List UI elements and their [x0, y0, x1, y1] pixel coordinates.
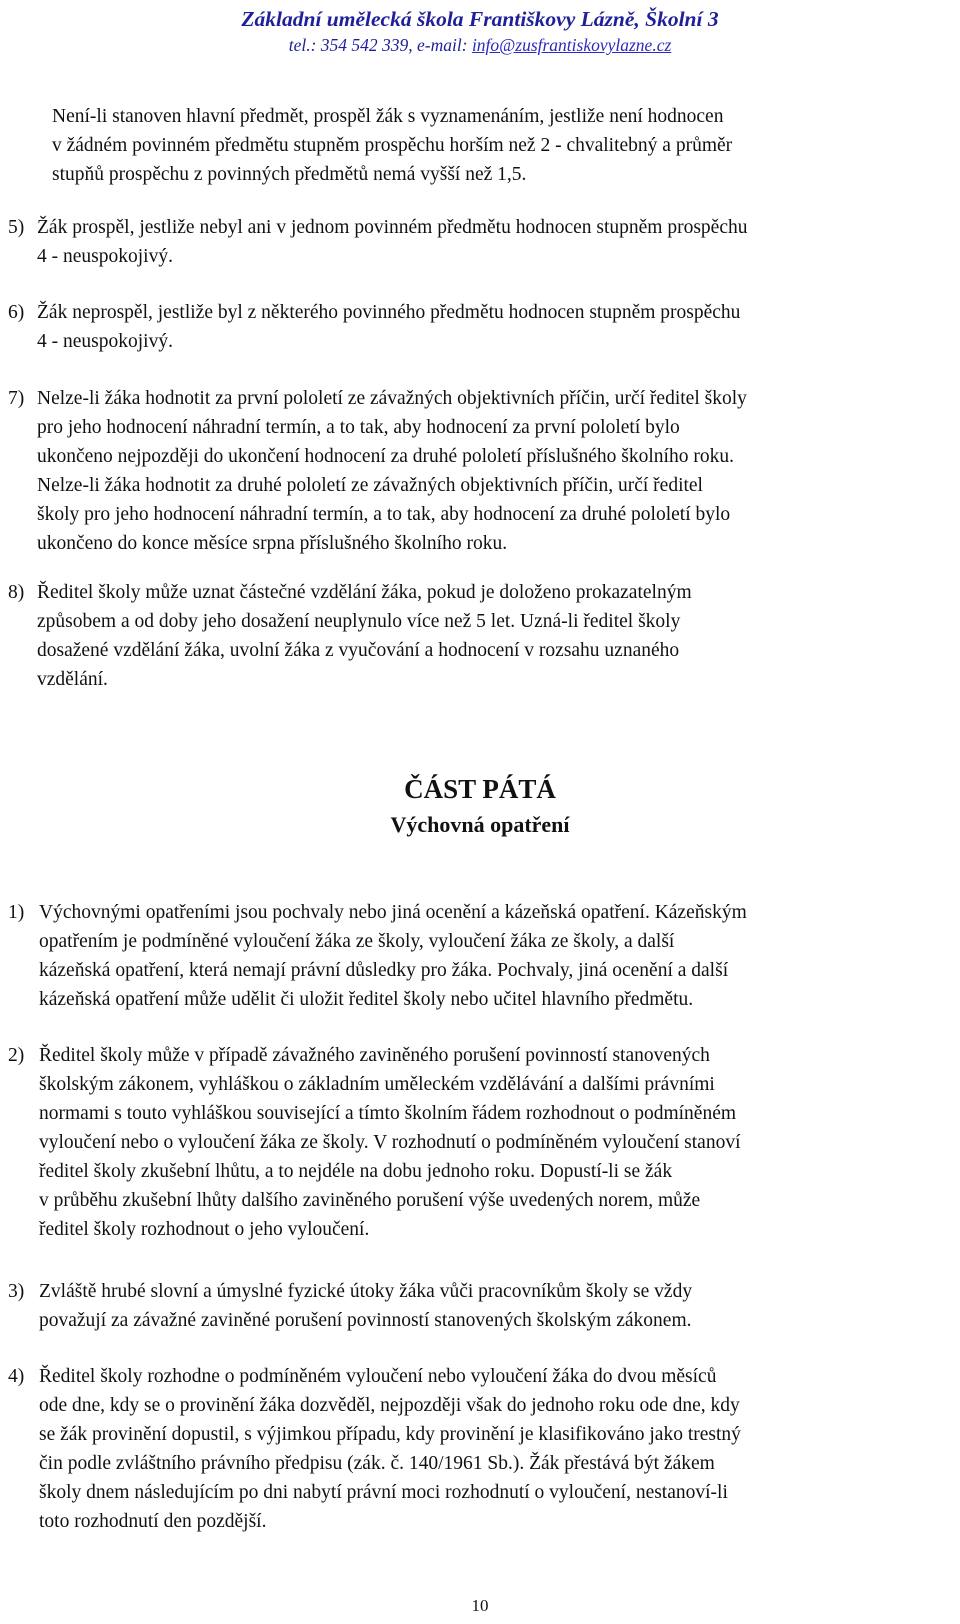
text-line: Ředitel školy rozhodne o podmíněném vyloučení nebo vyloučení žáka do dvou měsíců: [39, 1366, 717, 1387]
text-line: Není-li stanoven hlavní předmět, prospěl žák s vyznamenáním, jestliže není hodnocen: [52, 106, 724, 127]
text-line: normami s touto vyhláškou související a tímto školním řádem rozhodnout o podmíněném: [39, 1103, 737, 1124]
list-item: [37, 298, 740, 356]
text-line: čin podle zvláštního právního předpisu (zák. č. 140/1961 Sb.). Žák přestává být žákem: [39, 1453, 715, 1474]
contact-phone: tel.: 354 542 339, e-mail:: [288, 35, 472, 55]
school-name: Základní umělecká škola Františkovy Lázně, Školní 3: [241, 7, 719, 31]
text-line: toto rozhodnutí den pozdější.: [39, 1511, 267, 1532]
text-line: Nelze-li žáka hodnotit za druhé pololetí ze závažných objektivních příčin, určí ředitel: [37, 475, 703, 496]
text-line: ředitel školy rozhodnout o jeho vyloučení.: [39, 1219, 370, 1240]
text-line: považují za závažné zaviněné porušení povinností stanovených školským zákonem.: [39, 1310, 692, 1331]
text-line: Žák neprospěl, jestliže byl z některého povinného předmětu hodnocen stupněm prospěchu: [37, 302, 741, 323]
item-number: 8): [8, 582, 25, 603]
list-item: [37, 213, 748, 271]
text-line: Ředitel školy může v případě závažného zaviněného porušení povinností stanovených: [39, 1045, 710, 1066]
list-item: [39, 1362, 741, 1536]
text-line: kázeňská opatření může udělit či uložit ředitel školy nebo učitel hlavního předmětu.: [39, 989, 694, 1010]
text-line: kázeňská opatření, která nemají právní důsledky pro žáka. Pochvaly, jiná ocenění a další: [39, 960, 729, 981]
page-header: [0, 4, 960, 56]
text-line: školy pro jeho hodnocení náhradní termín, a to tak, aby hodnocení za druhé pololetí bylo: [37, 504, 731, 525]
list-item: [37, 384, 747, 558]
text-line: způsobem a od doby jeho dosažení neuplynulo více než 5 let. Uzná-li ředitel školy: [37, 611, 681, 632]
intro-paragraph: [52, 102, 732, 189]
text-line: ukončeno nejpozději do ukončení hodnocení za druhé pololetí příslušného školního roku.: [37, 446, 734, 467]
text-line: vyloučení nebo o vyloučení žáka ze školy. V rozhodnutí o podmíněném vyloučení stanoví: [39, 1132, 741, 1153]
text-line: vzdělání.: [37, 669, 108, 690]
item-number: 3): [8, 1281, 25, 1302]
list-item: [39, 1277, 692, 1335]
text-line: stupňů prospěchu z povinných předmětů nemá vyšší než 1,5.: [52, 164, 527, 185]
text-line: Ředitel školy může uznat částečné vzdělání žáka, pokud je doloženo prokazatelným: [37, 582, 692, 603]
text-line: Nelze-li žáka hodnotit za první pololetí ze závažných objektivních příčin, určí ředitel školy: [37, 388, 747, 409]
list-item: [37, 578, 692, 694]
text-line: školy dnem následujícím po dni nabytí právní moci rozhodnutí o vyloučení, nestanoví-li: [39, 1482, 728, 1503]
item-number: 6): [8, 302, 25, 323]
item-number: 2): [8, 1045, 25, 1066]
text-line: školským zákonem, vyhláškou o základním uměleckém vzdělávání a dalšími právními: [39, 1074, 715, 1095]
list-item: [39, 1041, 741, 1244]
text-line: opatřením je podmíněné vyloučení žáka ze školy, vyloučení žáka ze školy, a další: [39, 931, 675, 952]
item-number: 4): [8, 1366, 25, 1387]
text-line: v žádném povinném předmětu stupněm prospěchu horším než 2 - chvalitebný a průměr: [52, 135, 733, 156]
item-number: 5): [8, 217, 25, 238]
text-line: se žák provinění dopustil, s výjimkou případu, kdy provinění je klasifikováno jako trestný: [39, 1424, 741, 1445]
text-line: Zvláště hrubé slovní a úmyslné fyzické útoky žáka vůči pracovníkům školy se vždy: [39, 1281, 693, 1302]
text-line: dosažené vzdělání žáka, uvolní žáka z vyučování a hodnocení v rozsahu uznaného: [37, 640, 680, 661]
section-subtitle: Výchovná opatření: [390, 812, 570, 837]
contact-line: [0, 34, 960, 56]
item-number: 7): [8, 388, 25, 409]
text-line: 4 - neuspokojivý.: [37, 331, 173, 352]
text-line: Výchovnými opatřeními jsou pochvaly nebo jiná ocenění a kázeňská opatření. Kázeňským: [39, 902, 747, 923]
email-link[interactable]: info@zusfrantiskovylazne.cz: [471, 35, 672, 55]
list-item: [39, 898, 747, 1014]
text-line: ukončeno do konce měsíce srpna příslušného školního roku.: [37, 533, 508, 554]
text-line: Žák prospěl, jestliže nebyl ani v jednom povinném předmětu hodnocen stupněm prospěchu: [37, 217, 748, 238]
section-title: ČÁST PÁTÁ: [404, 774, 556, 804]
page-number: 10: [471, 1596, 489, 1615]
text-line: pro jeho hodnocení náhradní termín, a to tak, aby hodnocení za první pololetí bylo: [37, 417, 680, 438]
text-line: ředitel školy zkušební lhůtu, a to nejdéle na dobu jednoho roku. Dopustí-li se žák: [39, 1161, 673, 1182]
text-line: v průběhu zkušební lhůty dalšího zaviněného porušení výše uvedených norem, může: [39, 1190, 701, 1211]
text-line: ode dne, kdy se o provinění žáka dozvěděl, nejpozději však do jednoho roku ode dne, kdy: [39, 1395, 740, 1416]
text-line: 4 - neuspokojivý.: [37, 246, 173, 267]
item-number: 1): [8, 902, 25, 923]
